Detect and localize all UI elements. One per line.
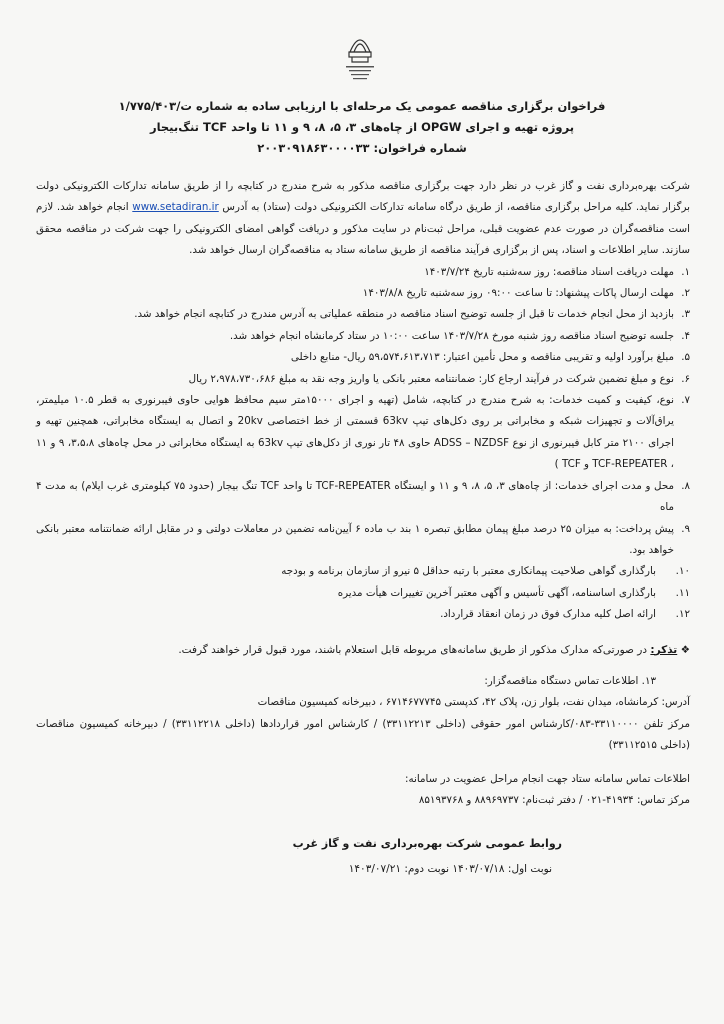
intro-text-after: انجام خواهد شد. لازم است مناقصه‌گران در صورت عدم عضویت قبلی، مراحل ثبت‌نام در سایت مذکور و دریافت گواهی امضای الکترونیکی را جهت شرکت در مناقصه محقق سازند. سایر اطلاعات و اسناد، پس از برگزاری فرآیند مناقصه از طریق سامانه ستاد به مناقصه‌گران ارسال خواهد شد. — [36, 201, 690, 257]
list-item — [36, 390, 690, 476]
note-text: در صورتی‌که مدارک مذکور از طریق سامانه‌های مربوطه قابل استعلام باشند، مورد قبول قرار خواهند گرفت. — [178, 643, 648, 656]
intro-paragraph — [36, 176, 690, 262]
list-item — [36, 304, 690, 325]
conditions-list — [36, 262, 690, 562]
list-item — [36, 476, 690, 519]
item-text: بارگذاری گواهی صلاحیت پیمانکاری معتبر با رتبه حداقل ۵ نیرو از سازمان برنامه و بودجه — [281, 565, 656, 578]
contact-block — [36, 671, 690, 757]
contact-address: آدرس: کرمانشاه، میدان نفت، بلوار زن، پلاک ۴۲، کدپستی ۶۷۱۴۶۷۷۷۴۵ ، دبیرخانه کمیسیون مناقصات — [257, 696, 690, 709]
item-text: بارگذاری اساسنامه، آگهی تأسیس و آگهی معتبر آخرین تغییرات هیأت مدیره — [337, 586, 656, 599]
contact-phones: مرکز تلفن ۳۳۱۱۰۰۰۰-۰۸۳/کارشناس امور حقوقی (داخلی ۳۳۱۱۲۲۱۳) / کارشناس امور قراردادها (داخلی ۳۳۱۱۲۲۱۸) / دبیرخانه کمیسیون مناقصات (داخلی ۳۳۱۱۲۵۱۵) — [36, 717, 690, 752]
item-text: مهلت دریافت اسناد مناقصه: روز سه‌شنبه تاریخ ۱۴۰۳/۷/۲۴ — [424, 265, 674, 278]
nioc-emblem-icon — [336, 22, 384, 84]
list-item — [36, 561, 690, 582]
setad-line: مرکز تماس: ۴۱۹۳۴-۰۲۱ / دفتر ثبت‌نام: ۸۸۹۶۹۷۳۷ و ۸۵۱۹۳۷۶۸ — [418, 793, 690, 806]
item-text: مبلغ برآورد اولیه و تقریبی مناقصه و محل تأمین اعتبار: ۵۹،۵۷۴،۶۱۳،۷۱۳ ریال- منابع داخلی — [290, 351, 674, 364]
diamond-bullet-icon: ❖ — [680, 643, 690, 656]
document-body — [36, 176, 690, 880]
project-title: پروژه تهیه و اجرای OPGW از چاه‌های ۳، ۵، ۸، ۹ و ۱۱ تا واحد TCF تنگ‌بیجار — [149, 120, 575, 134]
intro-text-before: شرکت بهره‌برداری نفت و گاز غرب در نظر دارد جهت برگزاری مناقصه مذکور به شرح مندرج در کتابچه را از طریق سامانه تدارکات الکترونیکی دولت برگزار نماید. کلیه مراحل برگزاری مناقصه، از طریق درگاه سامانه تدارکات الکترونیکی دولت (ستاد) به آدرس — [36, 180, 690, 214]
setad-contact-block — [36, 769, 690, 812]
item-text: محل و مدت اجرای خدمات: از چاه‌های ۳، ۵، ۸، ۹ و ۱۱ و ایستگاه TCF-REPEATER تا واحد TCF تنگ بیجار (حدود ۷۵ کیلومتری غرب ایلام) به مدت ۴ ماه — [36, 479, 674, 514]
item-text: نوع و مبلغ تضمین شرکت در فرآیند ارجاع کار: ضمانتنامه معتبر بانکی یا واریز وجه نقد به مبلغ ۲،۹۷۸،۷۳۰،۶۸۶ ریال — [188, 372, 674, 385]
list-item — [36, 347, 690, 368]
note-block — [36, 640, 690, 661]
list-item — [36, 262, 690, 283]
footer-signature — [36, 833, 690, 880]
item-text: جلسه توضیح اسناد مناقصه روز شنبه مورخ ۱۴۰۳/۷/۲۸ ساعت ۱۰:۰۰ در ستاد کرمانشاه انجام خواهد شد. — [229, 329, 674, 342]
item-text: ارائه اصل کلیه مدارک فوق در زمان انعقاد قرارداد. — [440, 608, 656, 621]
issuer-org: روابط عمومی شرکت بهره‌برداری نفت و گاز غرب — [292, 837, 562, 851]
item-number: ۸. — [681, 479, 690, 492]
requirements-list — [36, 561, 690, 625]
item-text: بازدید از محل انجام خدمات تا قبل از جلسه توضیح اسناد مناقصه در منطقه عملیاتی به آدرس مندرج در کتابچه انجام خواهد شد. — [134, 308, 674, 321]
item-number: ۱۲. — [675, 608, 690, 621]
item-number: ۷. — [681, 394, 690, 407]
list-item — [36, 583, 690, 604]
note-title: تذکر: — [650, 643, 678, 656]
tender-header — [60, 96, 664, 159]
publication-dates: نوبت اول: ۱۴۰۳/۰۷/۱۸ نوبت دوم: ۱۴۰۳/۰۷/۲۱ — [348, 862, 552, 875]
setadiran-link[interactable]: www.setadiran.ir — [132, 201, 219, 214]
item-number: ۱. — [681, 265, 690, 278]
item-number: ۱۱. — [675, 586, 690, 599]
list-item — [36, 519, 690, 562]
item-text: پیش پرداخت: به میزان ۲۵ درصد مبلغ پیمان مطابق تبصره ۱ بند ب ماده ۶ آیین‌نامه تضمین در معاملات دولتی و در مقابل ارائه ضمانتنامه معتبر بانکی خواهد بود. — [36, 522, 675, 556]
setad-title: اطلاعات تماس سامانه ستاد جهت انجام مراحل عضویت در سامانه: — [405, 772, 690, 785]
contact-title: ۱۳. اطلاعات تماس دستگاه مناقصه‌گزار: — [484, 674, 656, 687]
item-number: ۲. — [681, 287, 690, 300]
item-number: ۳. — [681, 308, 690, 321]
item-number: ۵. — [681, 351, 690, 364]
tender-title: فراخوان برگزاری مناقصه عمومی یک مرحله‌ای با ارزیابی ساده به شماره ت/۱/۷۷۵/۴۰۳ — [118, 99, 606, 113]
item-number: ۹. — [681, 522, 690, 535]
list-item — [36, 326, 690, 347]
list-item — [36, 604, 690, 625]
call-number: شماره فراخوان: ۲۰۰۳۰۹۱۸۶۳۰۰۰۰۳۳ — [257, 141, 467, 155]
item-number: ۴. — [681, 329, 690, 342]
item-text: مهلت ارسال پاکات پیشنهاد: تا ساعت ۰۹:۰۰ روز سه‌شنبه تاریخ ۱۴۰۳/۸/۸ — [362, 287, 674, 300]
item-text: نوع، کیفیت و کمیت خدمات: به شرح مندرج در کتابچه، شامل (تهیه و اجرای ۱۵۰۰۰متر سیم محافظ هوایی حاوی فیبرنوری به قطر ۱۰.۵ میلیمتر، یراق‌آلات و تجهیزات شبکه و مخابراتی بر روی دکل‌های تیپ 63kv قسمتی از خط اختصاصی 20kv و اتصال به ایستگاه مخابراتی، همچنین تهیه و اجرای ۲۱۰۰ متر کابل فیبرنوری از نوع ADSS – NZDSF حاوی ۴۸ تار نوری از دکل‌های تیپ 63kv به ایستگاه مخابراتی در محل چاه‌های ۳،۵،۸، ۹ و ۱۱ ، TCF-REPEATER و TCF ) — [36, 394, 674, 471]
list-item — [36, 283, 690, 304]
item-number: ۶. — [681, 372, 690, 385]
list-item — [36, 369, 690, 390]
item-number: ۱۰. — [675, 565, 690, 578]
